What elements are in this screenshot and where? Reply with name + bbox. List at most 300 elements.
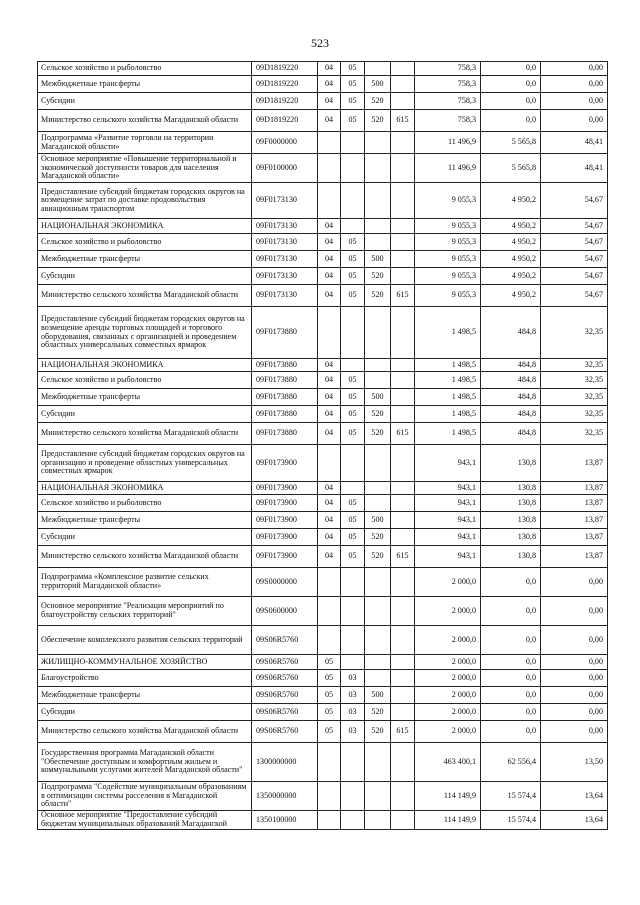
table-row — [38, 285, 608, 307]
cell-subsection — [341, 568, 365, 597]
cell-subsection — [341, 743, 365, 782]
table-row — [38, 93, 608, 110]
cell-name: Благоустройство — [38, 670, 252, 687]
table-row — [38, 743, 608, 782]
cell-percent: 54,67 — [541, 234, 608, 251]
cell-name: НАЦИОНАЛЬНАЯ ЭКОНОМИКА — [38, 359, 252, 372]
cell-target-article: 09S06R5760 — [252, 626, 318, 655]
cell-executed: 0,0 — [481, 76, 541, 93]
cell-executed: 0,0 — [481, 93, 541, 110]
cell-plan: 943,1 — [415, 529, 481, 546]
cell-name: Министерство сельского хозяйства Магаданской области — [38, 546, 252, 568]
cell-plan: 9 055,3 — [415, 268, 481, 285]
cell-executed: 130,8 — [481, 495, 541, 512]
cell-subsection — [341, 154, 365, 183]
cell-name: Основное мероприятие «Повышение территориальной и экономической доступности товаров для населения Магаданской области» — [38, 154, 252, 183]
cell-executed: 130,8 — [481, 482, 541, 495]
table-row — [38, 307, 608, 359]
cell-plan: 1 498,5 — [415, 307, 481, 359]
cell-subsection: 05 — [341, 406, 365, 423]
cell-target-article: 09D1819220 — [252, 76, 318, 93]
cell-ministry — [391, 482, 415, 495]
cell-percent: 54,67 — [541, 285, 608, 307]
cell-subsection: 03 — [341, 704, 365, 721]
table-row — [38, 251, 608, 268]
cell-percent: 0,00 — [541, 597, 608, 626]
cell-subsection: 05 — [341, 268, 365, 285]
cell-target-article: 09F0173880 — [252, 372, 318, 389]
cell-ministry: 615 — [391, 423, 415, 445]
cell-plan: 1 498,5 — [415, 372, 481, 389]
cell-expense-type: 500 — [365, 512, 391, 529]
cell-plan: 758,3 — [415, 110, 481, 132]
cell-section — [318, 132, 341, 154]
cell-target-article: 09S06R5760 — [252, 704, 318, 721]
cell-subsection — [341, 597, 365, 626]
cell-section: 04 — [318, 110, 341, 132]
cell-target-article: 09F0173900 — [252, 445, 318, 482]
cell-section — [318, 811, 341, 830]
cell-subsection — [341, 219, 365, 234]
cell-subsection: 05 — [341, 423, 365, 445]
cell-ministry — [391, 406, 415, 423]
cell-name: Межбюджетные трансферты — [38, 389, 252, 406]
cell-section: 05 — [318, 687, 341, 704]
cell-name: Субсидии — [38, 268, 252, 285]
cell-percent: 13,64 — [541, 782, 608, 811]
cell-subsection: 03 — [341, 721, 365, 743]
cell-plan: 943,1 — [415, 445, 481, 482]
cell-percent: 32,35 — [541, 423, 608, 445]
cell-subsection: 05 — [341, 512, 365, 529]
cell-percent: 0,00 — [541, 110, 608, 132]
cell-expense-type: 520 — [365, 110, 391, 132]
cell-target-article: 09D1819220 — [252, 93, 318, 110]
cell-target-article: 09F0173880 — [252, 423, 318, 445]
cell-subsection: 05 — [341, 251, 365, 268]
cell-subsection — [341, 445, 365, 482]
table-row — [38, 154, 608, 183]
cell-expense-type — [365, 234, 391, 251]
cell-executed: 62 556,4 — [481, 743, 541, 782]
table-row — [38, 597, 608, 626]
table-row — [38, 359, 608, 372]
cell-subsection — [341, 132, 365, 154]
cell-percent: 13,87 — [541, 495, 608, 512]
cell-expense-type: 520 — [365, 546, 391, 568]
cell-expense-type — [365, 359, 391, 372]
cell-expense-type — [365, 372, 391, 389]
cell-subsection: 03 — [341, 687, 365, 704]
cell-ministry — [391, 183, 415, 219]
cell-plan: 1 498,5 — [415, 389, 481, 406]
table-row — [38, 782, 608, 811]
table-row — [38, 670, 608, 687]
cell-percent: 54,67 — [541, 219, 608, 234]
cell-percent: 48,41 — [541, 154, 608, 183]
cell-name: Субсидии — [38, 406, 252, 423]
table-row — [38, 183, 608, 219]
table-row — [38, 546, 608, 568]
cell-ministry — [391, 132, 415, 154]
cell-expense-type: 520 — [365, 529, 391, 546]
table-row — [38, 811, 608, 830]
cell-name: Основное мероприятие "Реализация мероприятий по благоустройству сельских территорий" — [38, 597, 252, 626]
cell-target-article: 09F0173900 — [252, 482, 318, 495]
cell-target-article: 09S06R5760 — [252, 670, 318, 687]
cell-section: 04 — [318, 482, 341, 495]
table-row — [38, 268, 608, 285]
cell-percent: 0,00 — [541, 62, 608, 76]
cell-name: Государственная программа Магаданской области "Обеспечение доступным и комфортным жильем и коммунальными услугами жителей Магаданской области" — [38, 743, 252, 782]
cell-section — [318, 183, 341, 219]
table-row — [38, 529, 608, 546]
cell-executed: 130,8 — [481, 445, 541, 482]
cell-target-article: 09S06R5760 — [252, 687, 318, 704]
cell-ministry — [391, 389, 415, 406]
cell-percent: 0,00 — [541, 76, 608, 93]
cell-name: Основное мероприятие "Предоставление субсидий бюджетам муниципальных образований Магаданской — [38, 811, 252, 830]
cell-plan: 9 055,3 — [415, 183, 481, 219]
cell-ministry — [391, 811, 415, 830]
cell-expense-type: 520 — [365, 704, 391, 721]
cell-target-article: 1350000000 — [252, 782, 318, 811]
cell-expense-type — [365, 568, 391, 597]
cell-name: Предоставление субсидий бюджетам городских округов на организацию и проведение областных универсальных совместных ярмарок — [38, 445, 252, 482]
cell-subsection — [341, 359, 365, 372]
cell-name: Межбюджетные трансферты — [38, 687, 252, 704]
cell-expense-type — [365, 219, 391, 234]
cell-name: Предоставление субсидий бюджетам городских округов на возмещение аренды торговых площадей и торгового оборудования, связанных с организацией и проведением областных универсальных совместных ярмарок — [38, 307, 252, 359]
cell-expense-type — [365, 670, 391, 687]
cell-executed: 0,0 — [481, 626, 541, 655]
cell-executed: 0,0 — [481, 110, 541, 132]
cell-name: Подпрограмма «Комплексное развитие сельских территорий Магаданской области» — [38, 568, 252, 597]
cell-ministry — [391, 359, 415, 372]
cell-percent: 54,67 — [541, 183, 608, 219]
table-row — [38, 110, 608, 132]
cell-executed: 0,0 — [481, 687, 541, 704]
cell-executed: 15 574,4 — [481, 811, 541, 830]
cell-ministry — [391, 268, 415, 285]
cell-percent: 0,00 — [541, 721, 608, 743]
cell-section — [318, 782, 341, 811]
table-row — [38, 62, 608, 76]
cell-subsection: 05 — [341, 546, 365, 568]
cell-target-article: 1300000000 — [252, 743, 318, 782]
cell-subsection: 05 — [341, 285, 365, 307]
cell-percent: 13,87 — [541, 482, 608, 495]
cell-subsection: 05 — [341, 110, 365, 132]
cell-expense-type: 500 — [365, 76, 391, 93]
cell-expense-type: 500 — [365, 251, 391, 268]
cell-section: 04 — [318, 406, 341, 423]
cell-executed: 5 565,8 — [481, 132, 541, 154]
cell-expense-type: 520 — [365, 423, 391, 445]
cell-subsection — [341, 626, 365, 655]
cell-ministry — [391, 445, 415, 482]
cell-plan: 943,1 — [415, 546, 481, 568]
cell-name: Министерство сельского хозяйства Магаданской области — [38, 423, 252, 445]
cell-expense-type — [365, 132, 391, 154]
cell-plan: 2 000,0 — [415, 655, 481, 670]
cell-expense-type: 520 — [365, 285, 391, 307]
table-row — [38, 219, 608, 234]
table-row — [38, 687, 608, 704]
table-row — [38, 372, 608, 389]
cell-target-article: 1350100000 — [252, 811, 318, 830]
cell-plan: 9 055,3 — [415, 285, 481, 307]
cell-plan: 758,3 — [415, 76, 481, 93]
cell-subsection — [341, 811, 365, 830]
cell-ministry — [391, 495, 415, 512]
cell-name: Министерство сельского хозяйства Магаданской области — [38, 110, 252, 132]
cell-target-article: 09D1819220 — [252, 62, 318, 76]
cell-ministry — [391, 655, 415, 670]
cell-percent: 0,00 — [541, 626, 608, 655]
cell-ministry — [391, 687, 415, 704]
cell-ministry — [391, 154, 415, 183]
cell-percent: 32,35 — [541, 307, 608, 359]
cell-target-article: 09F0173900 — [252, 495, 318, 512]
cell-percent: 0,00 — [541, 670, 608, 687]
cell-section: 05 — [318, 670, 341, 687]
cell-section: 04 — [318, 234, 341, 251]
cell-percent: 13,87 — [541, 445, 608, 482]
cell-executed: 4 950,2 — [481, 268, 541, 285]
cell-plan: 758,3 — [415, 62, 481, 76]
cell-plan: 2 000,0 — [415, 687, 481, 704]
cell-subsection: 03 — [341, 670, 365, 687]
cell-section: 04 — [318, 529, 341, 546]
cell-target-article: 09F0173900 — [252, 546, 318, 568]
cell-executed: 0,0 — [481, 704, 541, 721]
cell-plan: 758,3 — [415, 93, 481, 110]
cell-plan: 9 055,3 — [415, 219, 481, 234]
cell-executed: 5 565,8 — [481, 154, 541, 183]
cell-percent: 13,87 — [541, 546, 608, 568]
cell-plan: 943,1 — [415, 512, 481, 529]
cell-executed: 484,8 — [481, 359, 541, 372]
cell-executed: 4 950,2 — [481, 251, 541, 268]
cell-name: Субсидии — [38, 704, 252, 721]
cell-percent: 0,00 — [541, 687, 608, 704]
cell-name: Сельское хозяйство и рыболовство — [38, 234, 252, 251]
cell-plan: 9 055,3 — [415, 251, 481, 268]
cell-plan: 2 000,0 — [415, 568, 481, 597]
cell-expense-type — [365, 183, 391, 219]
cell-section: 04 — [318, 495, 341, 512]
cell-plan: 463 400,1 — [415, 743, 481, 782]
cell-plan: 114 149,9 — [415, 811, 481, 830]
cell-percent: 54,67 — [541, 251, 608, 268]
cell-executed: 0,0 — [481, 568, 541, 597]
cell-name: Сельское хозяйство и рыболовство — [38, 62, 252, 76]
cell-expense-type — [365, 655, 391, 670]
cell-section: 04 — [318, 251, 341, 268]
cell-section — [318, 743, 341, 782]
table-row — [38, 445, 608, 482]
cell-target-article: 09D1819220 — [252, 110, 318, 132]
cell-subsection — [341, 482, 365, 495]
table-row — [38, 512, 608, 529]
cell-percent: 13,87 — [541, 529, 608, 546]
cell-subsection: 05 — [341, 76, 365, 93]
cell-executed: 0,0 — [481, 597, 541, 626]
cell-executed: 4 950,2 — [481, 219, 541, 234]
cell-plan: 2 000,0 — [415, 721, 481, 743]
cell-expense-type: 520 — [365, 721, 391, 743]
cell-executed: 130,8 — [481, 529, 541, 546]
cell-section: 04 — [318, 512, 341, 529]
cell-section: 05 — [318, 655, 341, 670]
cell-executed: 15 574,4 — [481, 782, 541, 811]
cell-expense-type — [365, 154, 391, 183]
cell-executed: 484,8 — [481, 423, 541, 445]
cell-expense-type: 520 — [365, 406, 391, 423]
cell-name: Субсидии — [38, 529, 252, 546]
budget-table — [37, 61, 608, 830]
cell-section: 04 — [318, 372, 341, 389]
cell-executed: 130,8 — [481, 546, 541, 568]
cell-target-article: 09F0000000 — [252, 132, 318, 154]
cell-expense-type — [365, 597, 391, 626]
cell-target-article: 09F0173130 — [252, 234, 318, 251]
cell-subsection: 05 — [341, 93, 365, 110]
cell-section — [318, 154, 341, 183]
table-row — [38, 568, 608, 597]
cell-section — [318, 626, 341, 655]
cell-executed: 130,8 — [481, 512, 541, 529]
cell-ministry — [391, 76, 415, 93]
cell-subsection: 05 — [341, 495, 365, 512]
page-number: 523 — [311, 36, 329, 50]
cell-ministry: 615 — [391, 721, 415, 743]
cell-section: 04 — [318, 93, 341, 110]
cell-expense-type: 500 — [365, 389, 391, 406]
cell-plan: 11 496,9 — [415, 154, 481, 183]
cell-target-article: 09F0100000 — [252, 154, 318, 183]
cell-percent: 32,35 — [541, 406, 608, 423]
cell-plan: 1 498,5 — [415, 359, 481, 372]
cell-ministry — [391, 704, 415, 721]
cell-ministry — [391, 251, 415, 268]
cell-section — [318, 597, 341, 626]
cell-subsection: 05 — [341, 234, 365, 251]
cell-section: 05 — [318, 721, 341, 743]
cell-expense-type — [365, 811, 391, 830]
cell-ministry — [391, 626, 415, 655]
cell-section: 04 — [318, 268, 341, 285]
cell-name: Предоставление субсидий бюджетам городских округов на возмещение затрат по доставке продовольствия авиационным транспортом — [38, 183, 252, 219]
cell-executed: 0,0 — [481, 62, 541, 76]
cell-percent: 32,35 — [541, 372, 608, 389]
cell-expense-type — [365, 495, 391, 512]
cell-ministry: 615 — [391, 546, 415, 568]
cell-target-article: 09S06R5760 — [252, 721, 318, 743]
cell-expense-type: 520 — [365, 268, 391, 285]
cell-executed: 0,0 — [481, 721, 541, 743]
cell-ministry — [391, 529, 415, 546]
cell-ministry — [391, 307, 415, 359]
cell-plan: 114 149,9 — [415, 782, 481, 811]
cell-target-article: 09F0173130 — [252, 268, 318, 285]
table-row — [38, 234, 608, 251]
cell-percent: 32,35 — [541, 389, 608, 406]
cell-section: 04 — [318, 76, 341, 93]
cell-plan: 943,1 — [415, 495, 481, 512]
table-row — [38, 132, 608, 154]
cell-target-article: 09F0173130 — [252, 219, 318, 234]
cell-executed: 0,0 — [481, 670, 541, 687]
cell-ministry — [391, 62, 415, 76]
cell-section: 04 — [318, 62, 341, 76]
cell-percent: 13,87 — [541, 512, 608, 529]
table-row — [38, 495, 608, 512]
cell-section: 04 — [318, 285, 341, 307]
cell-name: Подпрограмма "Содействие муниципальным образованиям в оптимизации системы расселения в Магаданской области" — [38, 782, 252, 811]
cell-subsection: 05 — [341, 389, 365, 406]
cell-percent: 48,41 — [541, 132, 608, 154]
cell-section: 04 — [318, 219, 341, 234]
cell-target-article: 09F0173130 — [252, 251, 318, 268]
cell-percent: 0,00 — [541, 655, 608, 670]
cell-ministry: 615 — [391, 285, 415, 307]
cell-ministry — [391, 670, 415, 687]
cell-name: Министерство сельского хозяйства Магаданской области — [38, 285, 252, 307]
cell-name: Обеспечение комплексного развития сельских территорий — [38, 626, 252, 655]
table-row — [38, 76, 608, 93]
table-row — [38, 423, 608, 445]
cell-section — [318, 445, 341, 482]
cell-expense-type — [365, 307, 391, 359]
cell-section: 04 — [318, 389, 341, 406]
cell-section: 04 — [318, 423, 341, 445]
cell-target-article: 09S0600000 — [252, 597, 318, 626]
cell-target-article: 09F0173880 — [252, 307, 318, 359]
cell-percent: 13,50 — [541, 743, 608, 782]
cell-ministry — [391, 512, 415, 529]
cell-section — [318, 568, 341, 597]
cell-subsection — [341, 782, 365, 811]
cell-executed: 484,8 — [481, 372, 541, 389]
cell-section — [318, 307, 341, 359]
cell-subsection — [341, 307, 365, 359]
cell-executed: 484,8 — [481, 406, 541, 423]
cell-executed: 484,8 — [481, 307, 541, 359]
cell-plan: 2 000,0 — [415, 670, 481, 687]
cell-executed: 4 950,2 — [481, 285, 541, 307]
cell-expense-type — [365, 482, 391, 495]
cell-plan: 943,1 — [415, 482, 481, 495]
cell-subsection: 05 — [341, 372, 365, 389]
cell-section: 04 — [318, 546, 341, 568]
cell-name: Подпрограмма «Развитие торговли на территории Магаданской области» — [38, 132, 252, 154]
cell-target-article: 09F0173130 — [252, 183, 318, 219]
cell-plan: 11 496,9 — [415, 132, 481, 154]
cell-ministry — [391, 219, 415, 234]
cell-subsection — [341, 655, 365, 670]
cell-subsection: 05 — [341, 62, 365, 76]
cell-target-article: 09F0173880 — [252, 406, 318, 423]
cell-ministry: 615 — [391, 110, 415, 132]
table-row — [38, 704, 608, 721]
cell-expense-type — [365, 62, 391, 76]
cell-percent: 32,35 — [541, 359, 608, 372]
table-row — [38, 655, 608, 670]
cell-expense-type — [365, 743, 391, 782]
cell-expense-type — [365, 445, 391, 482]
